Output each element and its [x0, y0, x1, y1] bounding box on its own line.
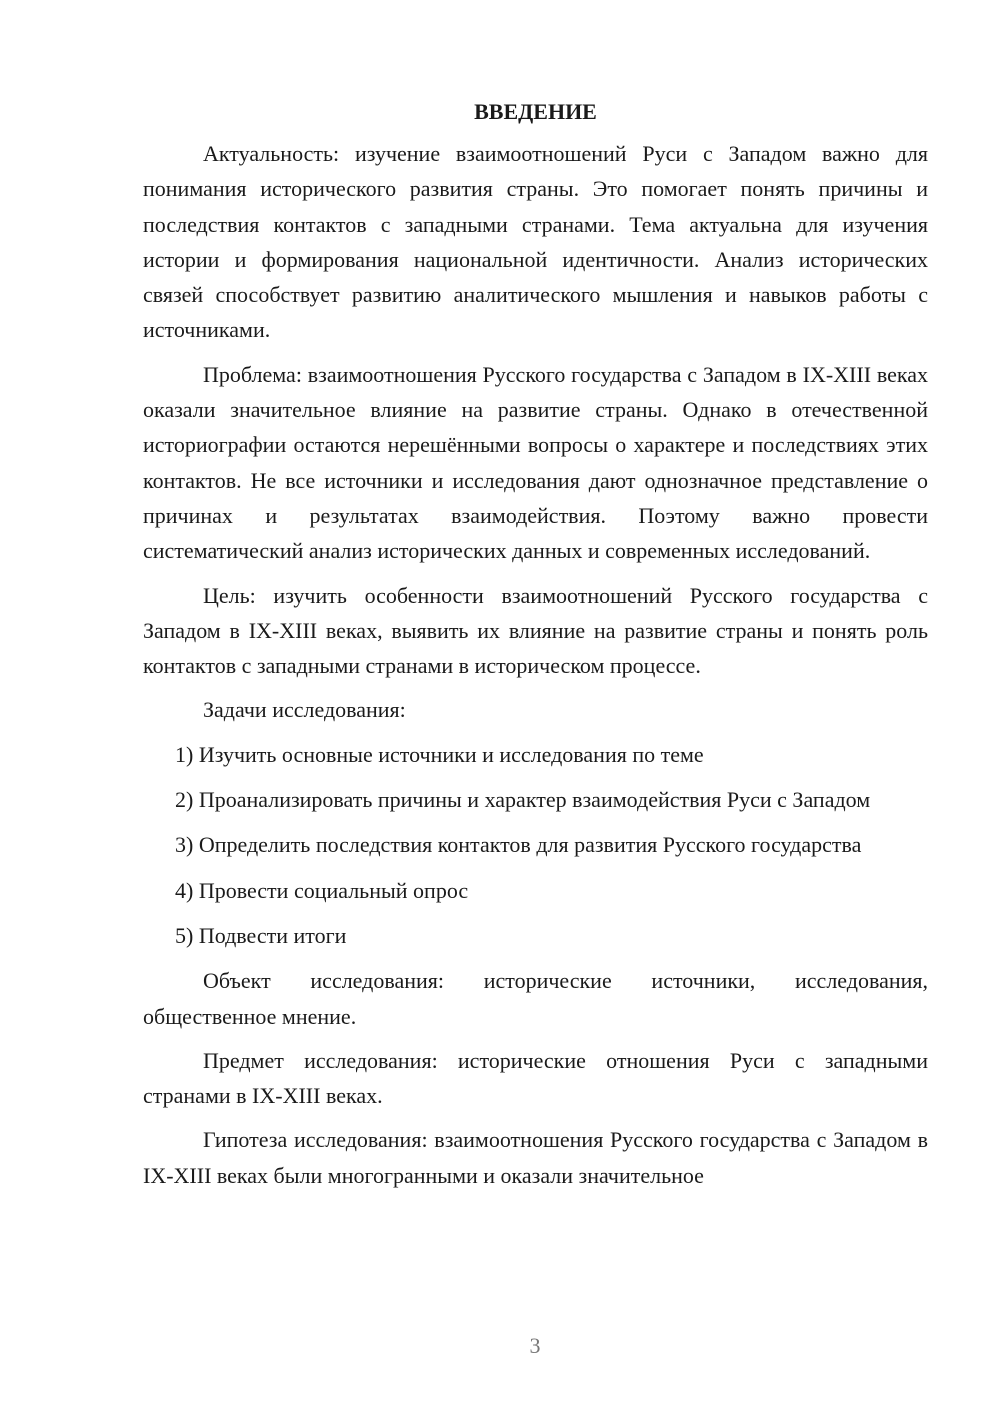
task-item-1: 1) Изучить основные источники и исследования по теме	[175, 741, 704, 767]
task-item-2: 2) Проанализировать причины и характер взаимодействия Руси с Западом	[175, 787, 871, 813]
task-item-3: 3) Определить последствия контактов для развития Русского государства	[175, 832, 862, 858]
task-item-5: 5) Подвести итоги	[175, 922, 347, 948]
section-heading: ВВЕДЕНИЕ	[474, 99, 597, 124]
page-number: 3	[529, 1333, 541, 1358]
task-item-4: 4) Провести социальный опрос	[175, 877, 469, 903]
subject-paragraph: Предмет исследования: исторические отношения Руси с западными странами в IX-XIII веках.	[143, 1047, 928, 1109]
goal-paragraph: Цель: изучить особенности взаимоотношений Русского государства с Западом в IX-XIII веках, выявить их влияние на развитие страны и понять роль контактов с западными странами в историческом процессе.	[143, 582, 928, 679]
relevance-paragraph: Актуальность: изучение взаимоотношений Руси с Западом важно для понимания исторического развития страны. Это помогает понять причины и последствия контактов с западными странами. Тема актуальна для изучения истории и формирования национальной идентичности. Анализ исторических связей способствует развитию аналитического мышления и навыков работы с источниками.	[143, 141, 928, 343]
document-page	[143, 92, 928, 1202]
hypothesis-paragraph: Гипотеза исследования: взаимоотношения Русского государства с Западом в IX-XIII веках были многогранными и оказали значительное	[143, 1127, 928, 1188]
problem-paragraph: Проблема: взаимоотношения Русского государства с Западом в IX-XIII веках оказали значительное влияние на развитие страны. Однако в отечественной историографии остаются нерешёнными вопросы о характере и последствиях этих контактов. Не все источники и исследования дают однозначное представление о причинах и результатах взаимодействия. Поэтому важно провести систематический анализ исторических данных и современных исследований.	[143, 361, 928, 564]
object-paragraph: Объект исследования: исторические источники, исследования, общественное мнение.	[143, 968, 928, 1029]
tasks-title: Задачи исследования:	[203, 697, 406, 723]
